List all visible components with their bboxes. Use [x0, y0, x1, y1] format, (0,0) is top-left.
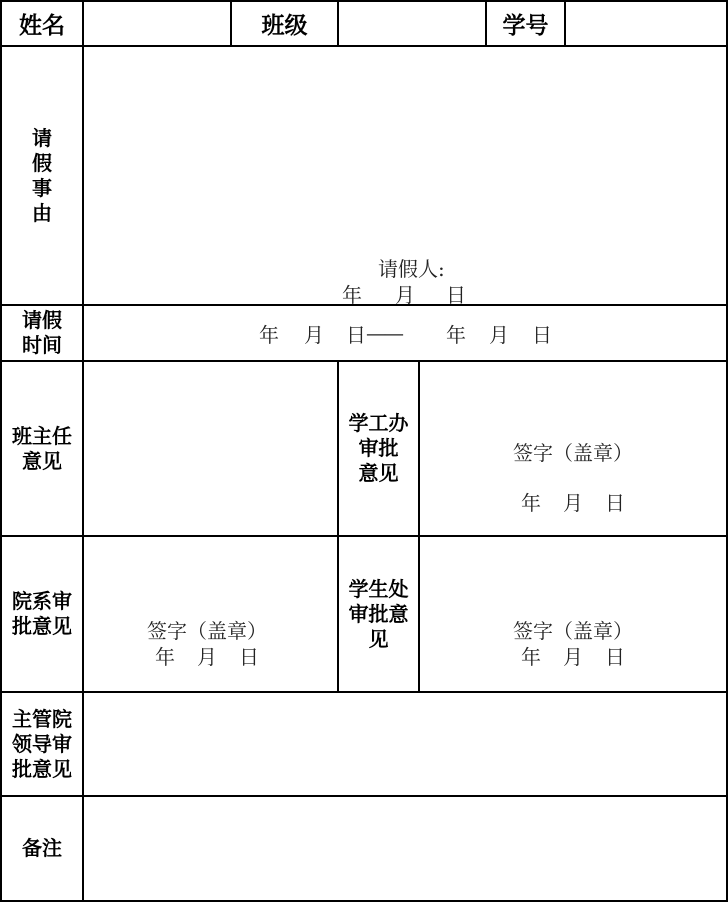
department-signature[interactable]: 签字（盖章） [147, 618, 267, 643]
teacher-opinion-label: 班主任 意见 [12, 423, 72, 473]
leader-approval-field[interactable] [84, 693, 726, 795]
student-id-label: 学号 [502, 13, 549, 39]
leader-approval-label: 主管院 领导审 批意见 [12, 706, 72, 781]
student-id-field[interactable] [566, 2, 726, 45]
remarks-label: 备注 [22, 836, 62, 860]
class-field[interactable] [339, 2, 485, 45]
border-bottom [0, 900, 728, 902]
student-affairs-office-label: 学工办 审批 意见 [348, 411, 409, 485]
leave-time-range[interactable]: 年 月 日 —— 年 月 日 [259, 321, 552, 347]
student-affairs-office-signature[interactable]: 签字（盖章） [513, 440, 633, 465]
department-opinion-label: 院系审 批意见 [12, 589, 72, 638]
name-field[interactable] [84, 2, 230, 45]
reason-label: 请 假 事 由 [32, 125, 52, 225]
department-date: 年 月 日 [155, 644, 259, 669]
student-division-label: 学生处 审批意 见 [348, 577, 409, 651]
class-label: 班级 [261, 13, 308, 39]
student-division-signature[interactable]: 签字（盖章） [513, 618, 633, 643]
applicant-date: 年 月 日 [342, 282, 466, 307]
leave-time-label: 请假 时间 [22, 308, 62, 357]
student-affairs-office-date: 年 月 日 [521, 490, 625, 515]
applicant-label: 请假人: [378, 256, 445, 281]
remarks-field[interactable] [84, 797, 726, 900]
name-label: 姓名 [19, 13, 65, 39]
teacher-opinion-field[interactable] [84, 362, 337, 535]
reason-field[interactable] [84, 47, 726, 247]
student-division-date: 年 月 日 [521, 644, 625, 669]
